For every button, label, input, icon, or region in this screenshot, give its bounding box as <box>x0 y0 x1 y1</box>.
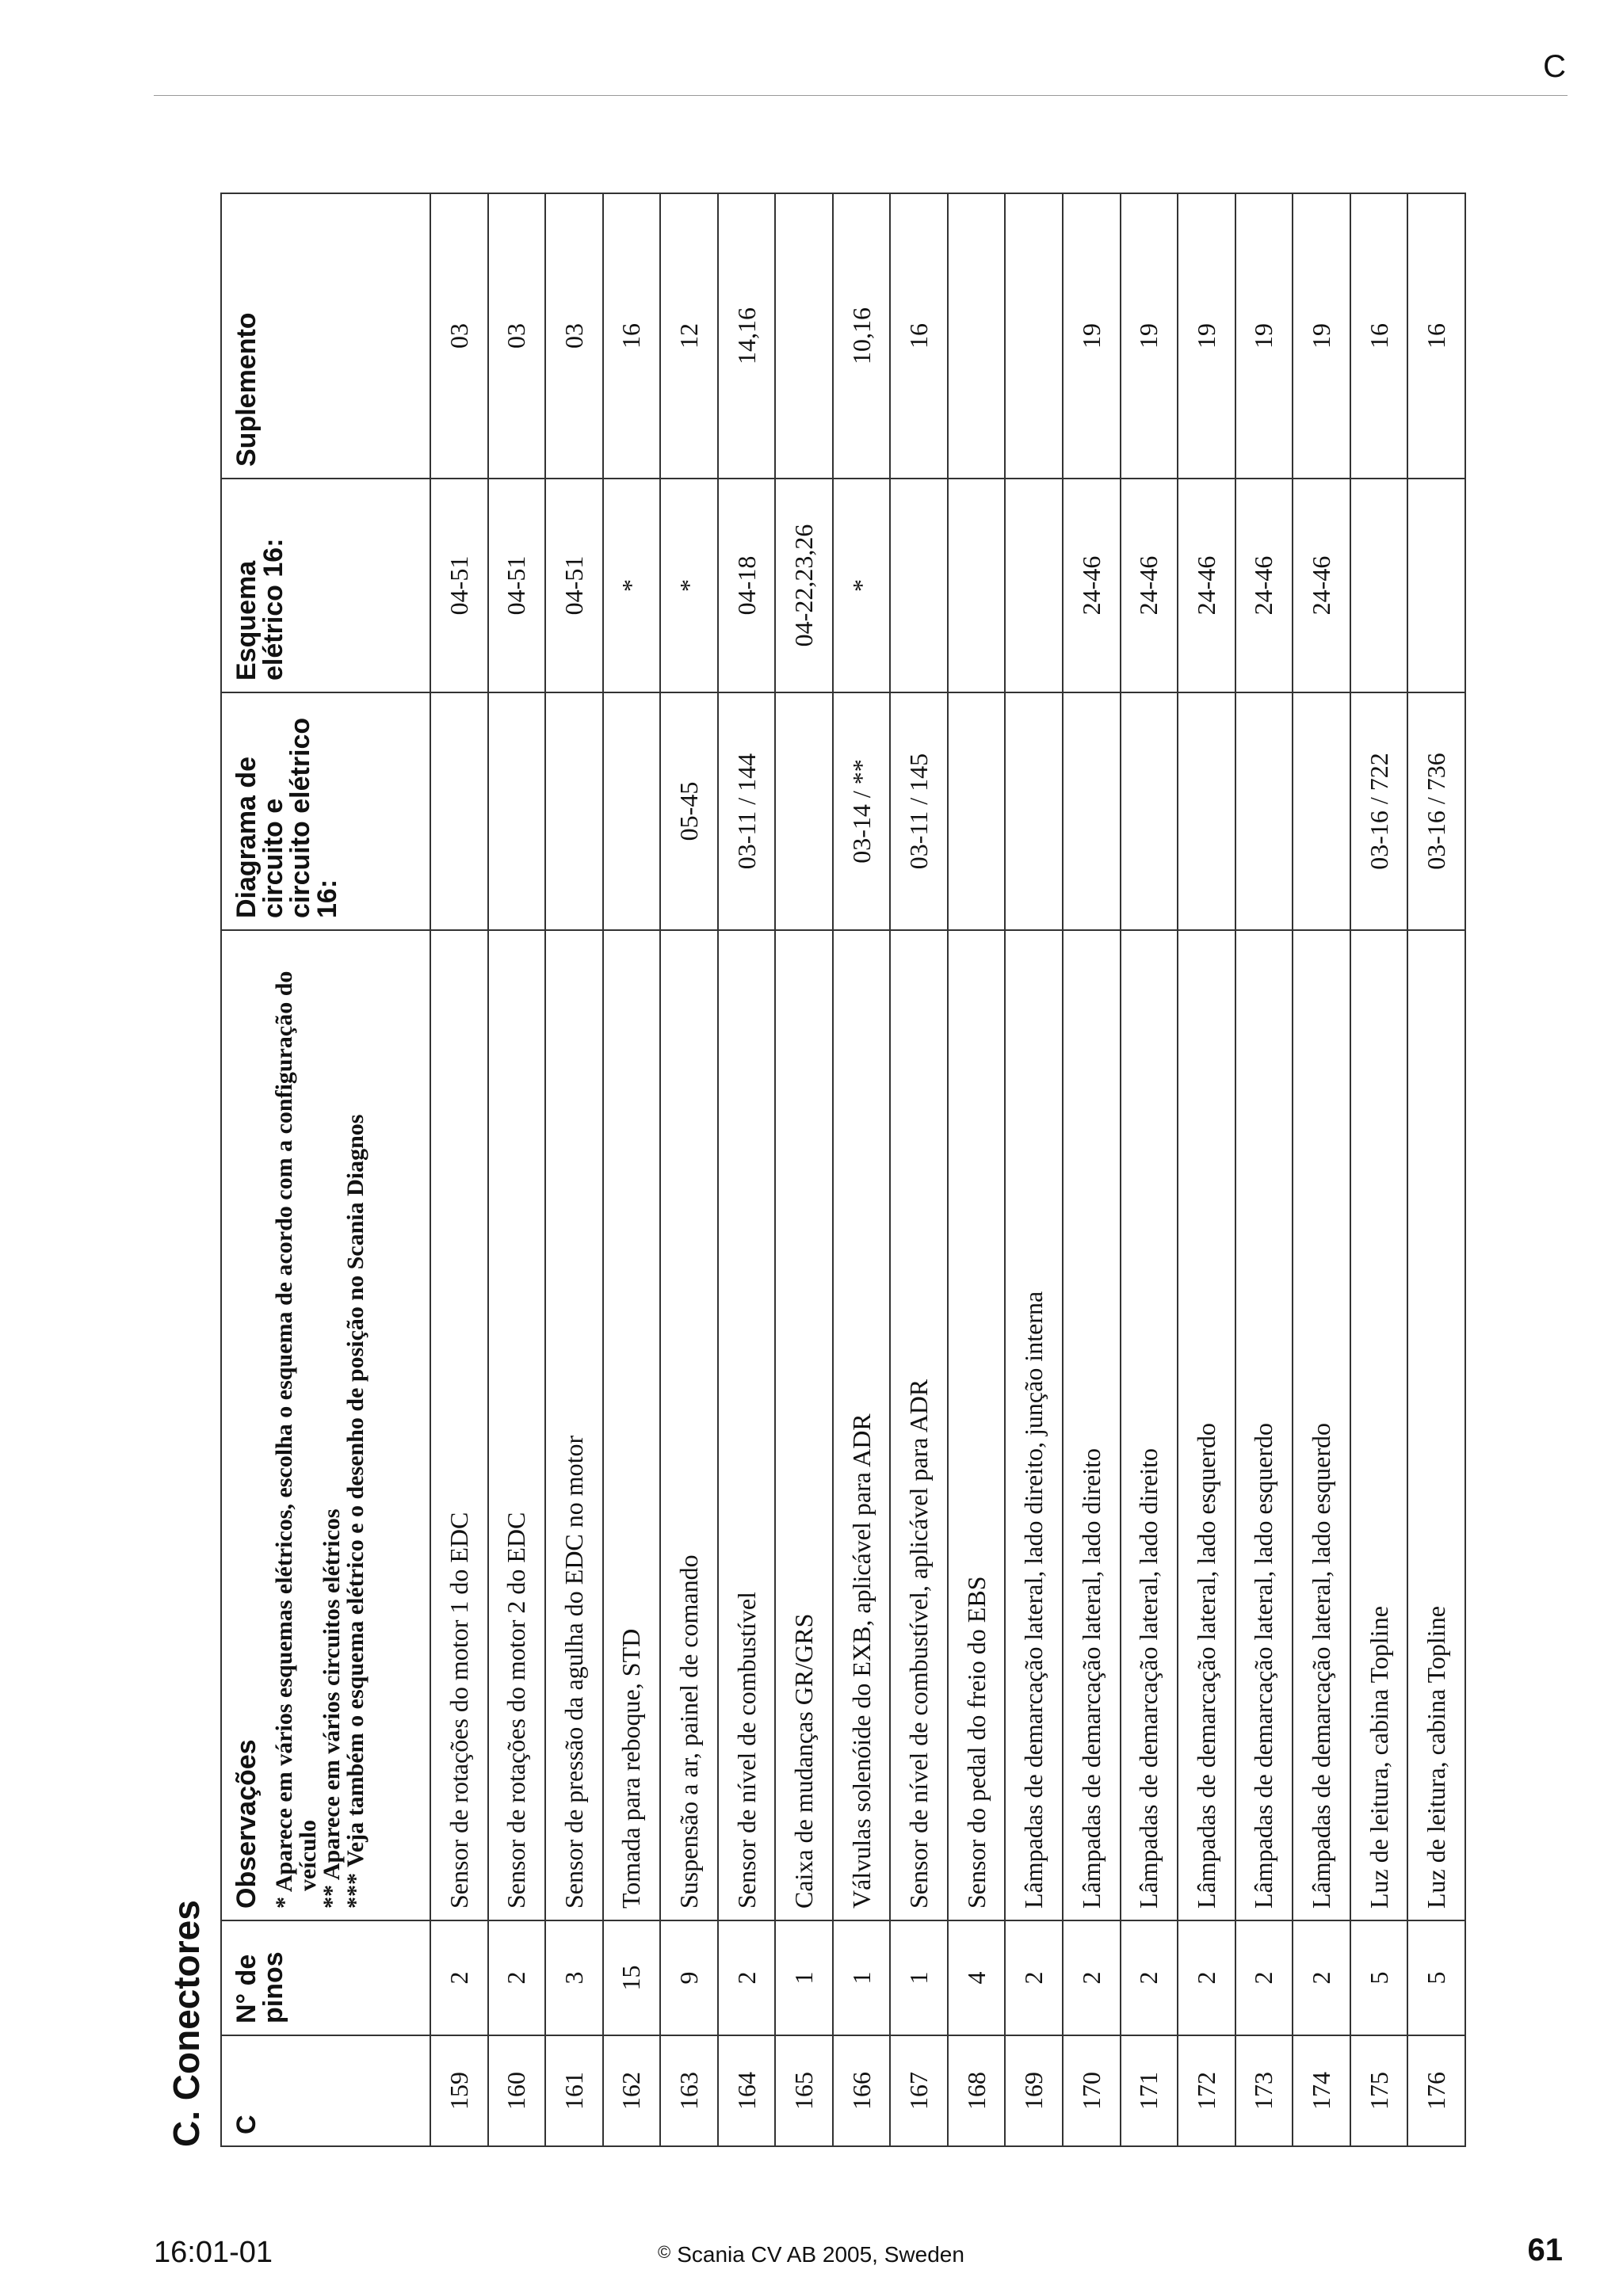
table-row <box>1235 193 1293 2146</box>
cell-pins: 2 <box>1235 1920 1293 2035</box>
cell-supplement: 16 <box>603 193 661 479</box>
header-section-letter: C <box>1543 49 1566 84</box>
cell-connector: 171 <box>1121 2035 1178 2146</box>
cell-observation: Luz de leitura, cabina Topline <box>1350 930 1408 1920</box>
cell-scheme: 24-46 <box>1121 479 1178 692</box>
table-body <box>430 193 1465 2146</box>
cell-pins: 5 <box>1350 1920 1408 2035</box>
cell-connector: 163 <box>660 2035 718 2146</box>
cell-supplement: 10,16 <box>833 193 891 479</box>
cell-connector: 170 <box>1063 2035 1121 2146</box>
header-divider <box>154 95 1568 96</box>
cell-connector: 168 <box>948 2035 1006 2146</box>
table-row <box>1407 193 1465 2146</box>
cell-supplement: 19 <box>1235 193 1293 479</box>
cell-diagram <box>1293 692 1350 930</box>
table-row <box>545 193 603 2146</box>
cell-supplement: 12 <box>660 193 718 479</box>
cell-pins: 1 <box>890 1920 948 2035</box>
cell-diagram <box>1063 692 1121 930</box>
cell-connector: 159 <box>430 2035 488 2146</box>
table-row <box>948 193 1006 2146</box>
cell-connector: 161 <box>545 2035 603 2146</box>
table-row <box>1063 193 1121 2146</box>
cell-connector: 173 <box>1235 2035 1293 2146</box>
cell-scheme <box>948 479 1006 692</box>
cell-diagram <box>430 692 488 930</box>
cell-diagram <box>603 692 661 930</box>
cell-diagram <box>545 692 603 930</box>
cell-scheme: * <box>603 479 661 692</box>
cell-observation: Sensor do pedal do freio do EBS <box>948 930 1006 1920</box>
cell-diagram <box>948 692 1006 930</box>
col-header-supplement: Suplemento <box>221 193 430 479</box>
cell-pins: 3 <box>545 1920 603 2035</box>
cell-scheme <box>1005 479 1063 692</box>
footer-copyright <box>658 2242 964 2267</box>
table-row <box>1178 193 1235 2146</box>
cell-pins: 1 <box>833 1920 891 2035</box>
copyright-text: Scania CV AB 2005, Sweden <box>677 2242 964 2267</box>
observations-notes <box>273 942 368 1909</box>
table-row <box>488 193 546 2146</box>
cell-supplement <box>775 193 833 479</box>
cell-scheme: 24-46 <box>1178 479 1235 692</box>
cell-supplement: 16 <box>1350 193 1408 479</box>
cell-supplement: 16 <box>890 193 948 479</box>
cell-supplement: 19 <box>1178 193 1235 479</box>
cell-observation: Tomada para reboque, STD <box>603 930 661 1920</box>
table-row <box>1005 193 1063 2146</box>
cell-supplement: 14,16 <box>718 193 776 479</box>
cell-connector: 172 <box>1178 2035 1235 2146</box>
table-row <box>890 193 948 2146</box>
col-header-pins: N° de pinos <box>221 1920 430 2035</box>
cell-diagram: 03-11 / 144 <box>718 692 776 930</box>
table-row <box>430 193 488 2146</box>
cell-connector: 174 <box>1293 2035 1350 2146</box>
cell-supplement: 19 <box>1121 193 1178 479</box>
cell-connector: 167 <box>890 2035 948 2146</box>
table-row <box>660 193 718 2146</box>
cell-connector: 169 <box>1005 2035 1063 2146</box>
cell-observation: Sensor de pressão da agulha do EDC no motor <box>545 930 603 1920</box>
table-row <box>603 193 661 2146</box>
cell-diagram <box>1178 692 1235 930</box>
cell-pins: 4 <box>948 1920 1006 2035</box>
col-header-diagram: Diagrama de circuito e circuito elétrico 16: <box>221 692 430 930</box>
cell-pins: 5 <box>1407 1920 1465 2035</box>
cell-observation: Lâmpadas de demarcação lateral, lado esquerdo <box>1235 930 1293 1920</box>
cell-scheme: 24-46 <box>1235 479 1293 692</box>
cell-pins: 2 <box>1005 1920 1063 2035</box>
cell-observation: Válvulas solenóide do EXB, aplicável para ADR <box>833 930 891 1920</box>
table-row <box>1293 193 1350 2146</box>
col-header-c: C <box>221 2035 430 2146</box>
cell-connector: 175 <box>1350 2035 1408 2146</box>
cell-scheme: 24-46 <box>1063 479 1121 692</box>
cell-supplement <box>1005 193 1063 479</box>
cell-scheme: * <box>660 479 718 692</box>
table-row <box>1121 193 1178 2146</box>
cell-observation: Sensor de rotações do motor 2 do EDC <box>488 930 546 1920</box>
cell-diagram: 03-14 / ** <box>833 692 891 930</box>
note-3: *** Veja também o esquema elétrico e o desenho de posição no Scania Diagnos <box>342 1114 369 1909</box>
cell-diagram <box>488 692 546 930</box>
cell-scheme: 24-46 <box>1293 479 1350 692</box>
cell-supplement: 19 <box>1063 193 1121 479</box>
cell-observation: Sensor de nível de combustível, aplicável para ADR <box>890 930 948 1920</box>
cell-observation: Caixa de mudanças GR/GRS <box>775 930 833 1920</box>
cell-pins: 2 <box>430 1920 488 2035</box>
footer-document-code: 16:01-01 <box>154 2236 273 2269</box>
note-1: * Aparece em vários esquemas elétricos, escolha o esquema de acordo com a configuração do veículo <box>271 971 321 1909</box>
cell-scheme: * <box>833 479 891 692</box>
table-row <box>833 193 891 2146</box>
cell-scheme <box>1350 479 1408 692</box>
cell-pins: 2 <box>1063 1920 1121 2035</box>
cell-scheme: 04-51 <box>545 479 603 692</box>
cell-scheme: 04-51 <box>430 479 488 692</box>
cell-diagram: 03-16 / 722 <box>1350 692 1408 930</box>
cell-pins: 2 <box>1178 1920 1235 2035</box>
cell-scheme <box>890 479 948 692</box>
cell-supplement <box>948 193 1006 479</box>
table-row <box>775 193 833 2146</box>
cell-observation: Luz de leitura, cabina Topline <box>1407 930 1465 1920</box>
col-header-observations <box>221 930 430 1920</box>
cell-connector: 164 <box>718 2035 776 2146</box>
cell-diagram: 03-11 / 145 <box>890 692 948 930</box>
table-row <box>1350 193 1408 2146</box>
cell-connector: 162 <box>603 2035 661 2146</box>
section-title: C. Conectores <box>166 1900 207 2147</box>
table-row <box>718 193 776 2146</box>
cell-pins: 15 <box>603 1920 661 2035</box>
cell-supplement: 03 <box>545 193 603 479</box>
cell-supplement: 16 <box>1407 193 1465 479</box>
cell-observation: Suspensão a ar, painel de comando <box>660 930 718 1920</box>
cell-observation: Lâmpadas de demarcação lateral, lado esquerdo <box>1293 930 1350 1920</box>
cell-diagram <box>1121 692 1178 930</box>
cell-pins: 2 <box>1293 1920 1350 2035</box>
table-header-row <box>221 193 430 2146</box>
cell-observation: Lâmpadas de demarcação lateral, lado direito <box>1063 930 1121 1920</box>
cell-connector: 165 <box>775 2035 833 2146</box>
footer-page-number: 61 <box>1527 2233 1563 2267</box>
connectors-table <box>220 193 1466 2147</box>
cell-diagram: 05-45 <box>660 692 718 930</box>
cell-connector: 166 <box>833 2035 891 2146</box>
rotated-table-block <box>166 194 1466 2147</box>
cell-observation: Sensor de rotações do motor 1 do EDC <box>430 930 488 1920</box>
cell-supplement: 03 <box>430 193 488 479</box>
cell-pins: 1 <box>775 1920 833 2035</box>
note-2: ** Aparece em vários circuitos elétricos <box>319 1508 345 1909</box>
cell-diagram <box>1005 692 1063 930</box>
cell-pins: 2 <box>718 1920 776 2035</box>
cell-scheme: 04-22,23,26 <box>775 479 833 692</box>
cell-supplement: 19 <box>1293 193 1350 479</box>
cell-scheme: 04-18 <box>718 479 776 692</box>
cell-connector: 176 <box>1407 2035 1465 2146</box>
cell-pins: 2 <box>488 1920 546 2035</box>
cell-scheme: 04-51 <box>488 479 546 692</box>
cell-pins: 2 <box>1121 1920 1178 2035</box>
cell-pins: 9 <box>660 1920 718 2035</box>
cell-observation: Lâmpadas de demarcação lateral, lado direito <box>1121 930 1178 1920</box>
cell-diagram <box>775 692 833 930</box>
cell-observation: Sensor de nível de combustível <box>718 930 776 1920</box>
observations-label: Observações <box>231 1739 262 1909</box>
cell-diagram: 03-16 / 736 <box>1407 692 1465 930</box>
copyright-symbol: © <box>658 2242 671 2262</box>
cell-connector: 160 <box>488 2035 546 2146</box>
cell-observation: Lâmpadas de demarcação lateral, lado esquerdo <box>1178 930 1235 1920</box>
cell-observation: Lâmpadas de demarcação lateral, lado direito, junção interna <box>1005 930 1063 1920</box>
cell-supplement: 03 <box>488 193 546 479</box>
col-header-scheme: Esquema elétrico 16: <box>221 479 430 692</box>
cell-diagram <box>1235 692 1293 930</box>
cell-scheme <box>1407 479 1465 692</box>
